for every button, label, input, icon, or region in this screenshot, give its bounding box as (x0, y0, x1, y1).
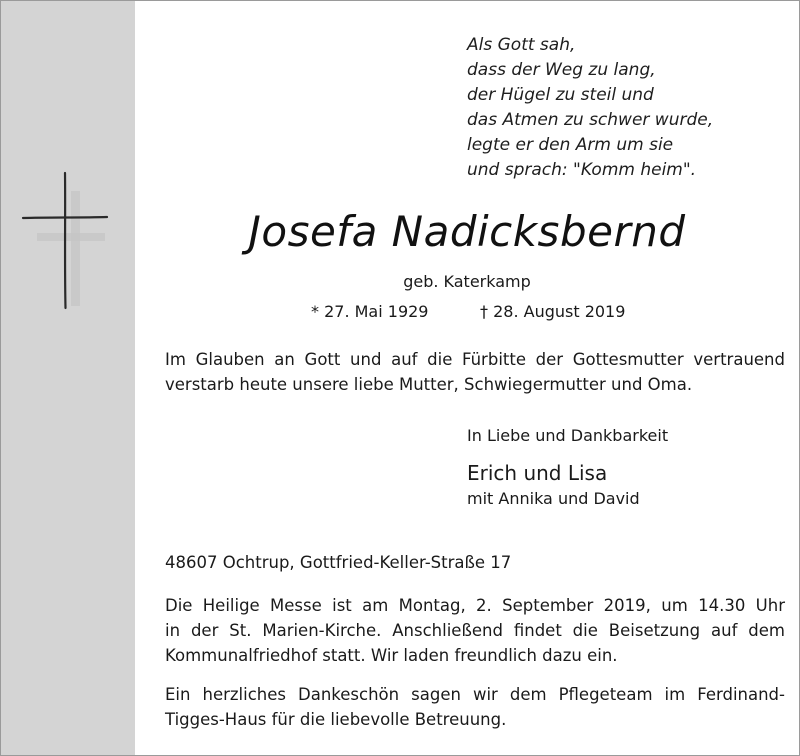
maiden-name: geb. Katerkamp (403, 272, 531, 291)
poem-line: der Hügel zu steil und (467, 85, 654, 105)
poem-line: das Atmen zu schwer wurde, (467, 110, 714, 130)
address: 48607 Ochtrup, Gottfried-Keller-Straße 17 (165, 553, 512, 572)
mass-line: Die Heilige Messe ist am Montag, 2. September 2019, um 14.30 Uhr (165, 596, 785, 615)
intro-line: verstarb heute unsere liebe Mutter, Schwiegermutter und Oma. (165, 375, 693, 394)
poem (467, 33, 767, 183)
birth-date: * 27. Mai 1929 (311, 302, 429, 321)
salutation: In Liebe und Dankbarkeit (467, 426, 669, 445)
poem-line: und sprach: "Komm heim". (467, 160, 697, 180)
thanks-paragraph (165, 682, 785, 732)
thanks-line: Ein herzliches Dankeschön sagen wir dem Pflegeteam im Ferdinand- (165, 685, 785, 704)
mass-paragraph (165, 593, 785, 668)
poem-line: legte er den Arm um sie (467, 135, 674, 155)
poem-line: dass der Weg zu lang, (467, 60, 656, 80)
mourners-main: Erich und Lisa (467, 461, 608, 485)
death-date: † 28. August 2019 (480, 302, 626, 321)
mourners-sub: mit Annika und David (467, 489, 640, 508)
intro-paragraph (165, 347, 785, 397)
thanks-line: Tigges-Haus für die liebevolle Betreuung. (165, 710, 507, 729)
cross-icon (19, 171, 119, 316)
mass-line: Kommunalfriedhof statt. Wir laden freundlich dazu ein. (165, 646, 618, 665)
side-band (1, 1, 135, 755)
mass-line: in der St. Marien-Kirche. Anschließend findet die Beisetzung auf dem (165, 621, 785, 640)
deceased-name: Josefa Nadicksbernd (248, 207, 686, 256)
poem-line: Als Gott sah, (467, 35, 576, 55)
intro-line: Im Glauben an Gott und auf die Fürbitte der Gottesmutter vertrauend (165, 350, 785, 369)
